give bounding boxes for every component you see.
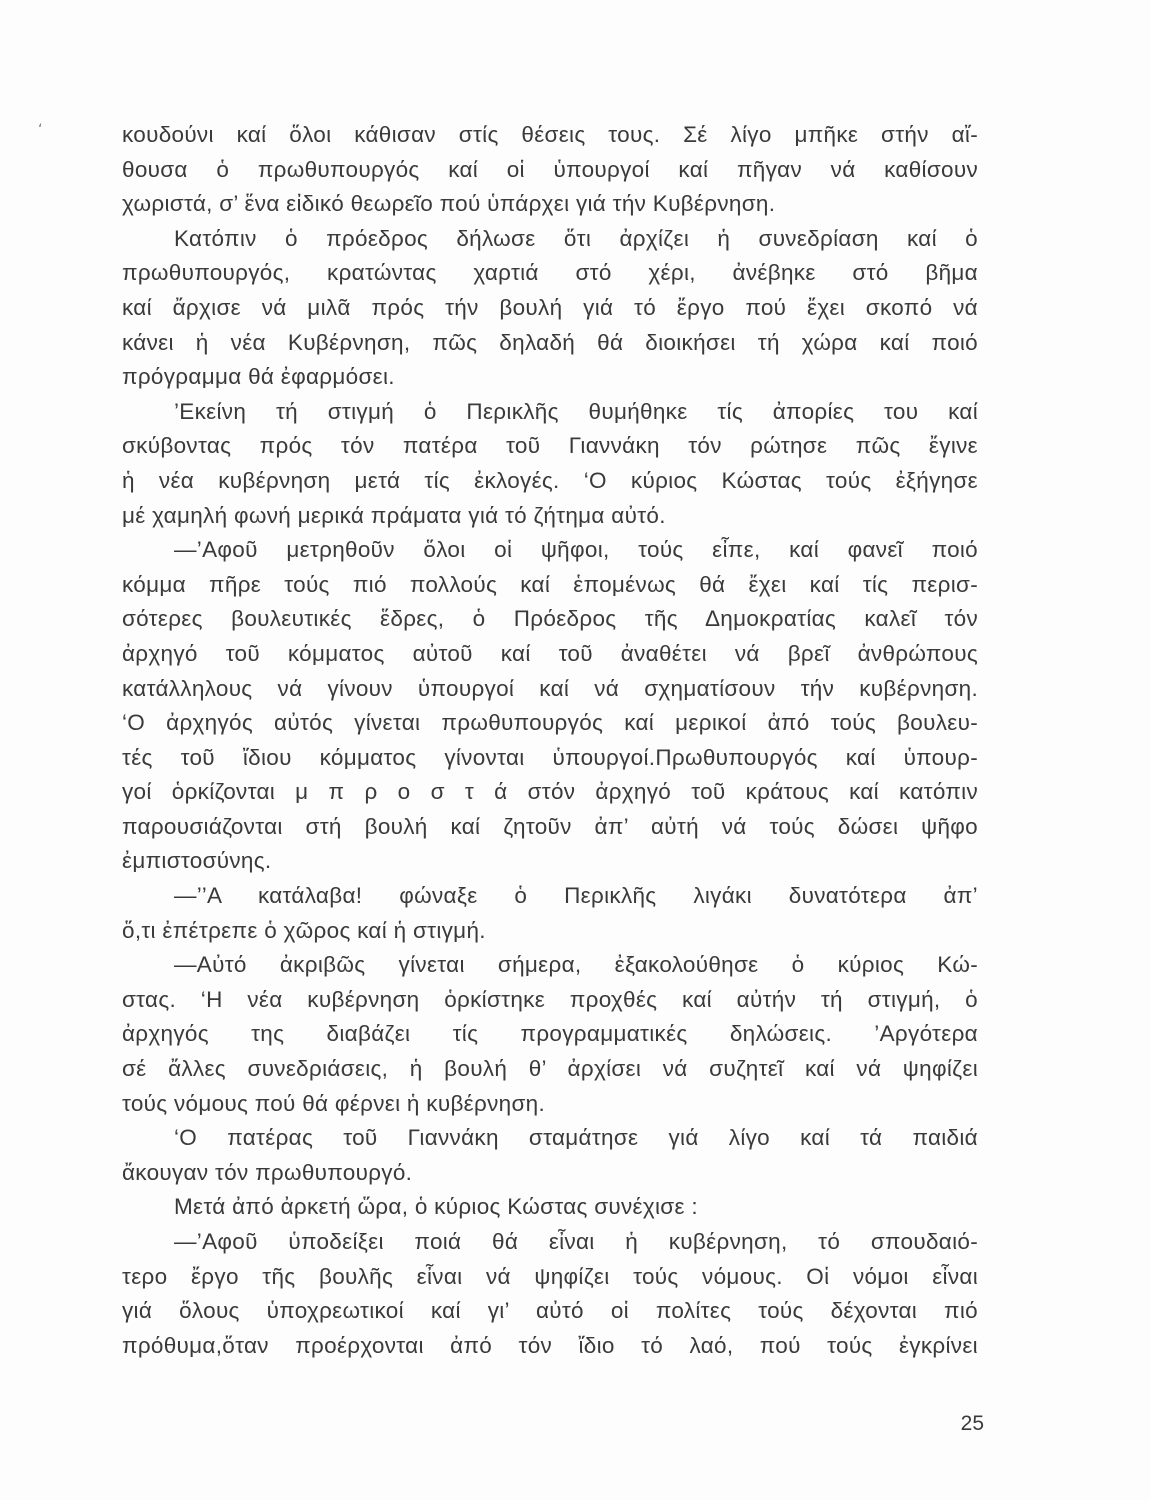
text-line: χωριστά, σ’ ἕνα εἰδικό θεωρεῖο πού ὑπάρχει γιά τήν Κυβέρνηση.: [122, 191, 776, 217]
stray-mark: ‘: [38, 122, 43, 138]
text-line: Κατόπιν ὁ πρόεδρος δήλωσε ὅτι ἀρχίζει ἡ συνεδρίαση καί ὁ: [174, 225, 978, 251]
text-line: τερο ἔργο τῆς βουλῆς εἶναι νά ψηφίζει τούς νόμους. Οἱ νόμοι εἶναι: [122, 1263, 978, 1289]
body-text: [122, 118, 978, 1363]
text-line: παρουσιάζονται στή βουλή καί ζητοῦν ἀπ’ αὐτή νά τούς δώσει ψῆφο: [122, 813, 978, 839]
text-line: ὅ,τι ἐπέτρεπε ὁ χῶρος καί ἡ στιγμή.: [122, 917, 486, 943]
text-line: κουδούνι καί ὅλοι κάθισαν στίς θέσεις τους. Σέ λίγο μπῆκε στήν αἴ-: [122, 122, 978, 147]
text-line: τούς νόμους πού θά φέρνει ἡ κυβέρνηση.: [122, 1090, 546, 1116]
text-line: πρωθυπουργός, κρατώντας χαρτιά στό χέρι, ἀνέβηκε στό βῆμα: [122, 260, 978, 286]
text-line: κάνει ἡ νέα Κυβέρνηση, πῶς δηλαδή θά διοικήσει τή χώρα καί ποιό: [122, 329, 978, 355]
text-line: ἄκουγαν τόν πρωθυπουργό.: [122, 1159, 413, 1185]
text-line: γιά ὅλους ὑποχρεωτικοί καί γι’ αὐτό οἱ πολίτες τούς δέχονται πιό: [122, 1298, 978, 1324]
text-line: θουσα ὁ πρωθυπουργός καί οἱ ὑπουργοί καί πῆγαν νά καθίσουν: [122, 156, 978, 182]
text-line: σέ ἄλλες συνεδριάσεις, ἡ βουλή θ’ ἀρχίσει νά συζητεῖ καί νά ψηφίζει: [122, 1056, 978, 1082]
text-line: —Αὐτό ἀκριβῶς γίνεται σήμερα, ἐξακολούθησε ὁ κύριος Κώ-: [174, 952, 978, 978]
text-line: ‘Ο πατέρας τοῦ Γιαννάκη σταμάτησε γιά λίγο καί τά παιδιά: [174, 1125, 978, 1151]
text-line: —’Αφοῦ μετρηθοῦν ὅλοι οἱ ψῆφοι, τούς εἶπε, καί φανεῖ ποιό: [174, 537, 978, 563]
page-number: 25: [960, 1412, 984, 1435]
text-line: ἀρχηγό τοῦ κόμματος αὐτοῦ καί τοῦ ἀναθέτει νά βρεῖ ἀνθρώπους: [122, 640, 978, 666]
text-line: κατάλληλους νά γίνουν ὑπουργοί καί νά σχηματίσουν τήν κυβέρνηση.: [122, 675, 978, 701]
text-line: σκύβοντας πρός τόν πατέρα τοῦ Γιαννάκη τόν ρώτησε πῶς ἔγινε: [122, 433, 978, 459]
text-line: πρόθυμα,ὅταν προέρχονται ἀπό τόν ἴδιο τό λαό, πού τούς ἐγκρίνει: [122, 1332, 978, 1358]
text-line: καί ἄρχισε νά μιλᾶ πρός τήν βουλή γιά τό ἔργο πού ἔχει σκοπό νά: [122, 294, 978, 320]
text-line: πρόγραμμα θά ἐφαρμόσει.: [122, 364, 395, 390]
text-line: ἀρχηγός της διαβάζει τίς προγραμματικές δηλώσεις. ’Αργότερα: [122, 1021, 978, 1047]
text-line: ‘Ο ἀρχηγός αὐτός γίνεται πρωθυπουργός καί μερικοί ἀπό τούς βουλευ-: [122, 710, 978, 736]
text-line: —’’Α κατάλαβα! φώναξε ὁ Περικλῆς λιγάκι δυνατότερα ἀπ’: [174, 883, 978, 909]
text-line: κόμμα πῆρε τούς πιό πολλούς καί ἑπομένως θά ἔχει καί τίς περισ-: [122, 571, 978, 597]
text-line: ’Εκείνη τή στιγμή ὁ Περικλῆς θυμήθηκε τίς ἀπορίες του καί: [174, 398, 978, 424]
text-line: μέ χαμηλή φωνή μερικά πράματα γιά τό ζήτημα αὐτό.: [122, 502, 666, 528]
text-line: τές τοῦ ἴδιου κόμματος γίνονται ὑπουργοί.Πρωθυπουργός καί ὑπουρ-: [122, 744, 978, 770]
text-line: γοί ὁρκίζονται μ π ρ ο σ τ ά στόν ἀρχηγό τοῦ κράτους καί κατόπιν: [122, 779, 978, 805]
text-line: ἡ νέα κυβέρνηση μετά τίς ἐκλογές. ‘Ο κύριος Κώστας τούς ἐξήγησε: [122, 467, 978, 493]
text-line: —’Αφοῦ ὑποδείξει ποιά θά εἶναι ἡ κυβέρνηση, τό σπουδαιό-: [174, 1229, 978, 1254]
text-line: ἐμπιστοσύνης.: [122, 848, 272, 874]
text-line: στας. ‘Η νέα κυβέρνηση ὁρκίστηκε προχθές καί αὐτήν τή στιγμή, ὁ: [122, 986, 978, 1012]
text-line: Μετά ἀπό ἀρκετή ὥρα, ὁ κύριος Κώστας συνέχισε :: [174, 1194, 698, 1220]
text-line: σότερες βουλευτικές ἕδρες, ὁ Πρόεδρος τῆς Δημοκρατίας καλεῖ τόν: [122, 606, 978, 632]
